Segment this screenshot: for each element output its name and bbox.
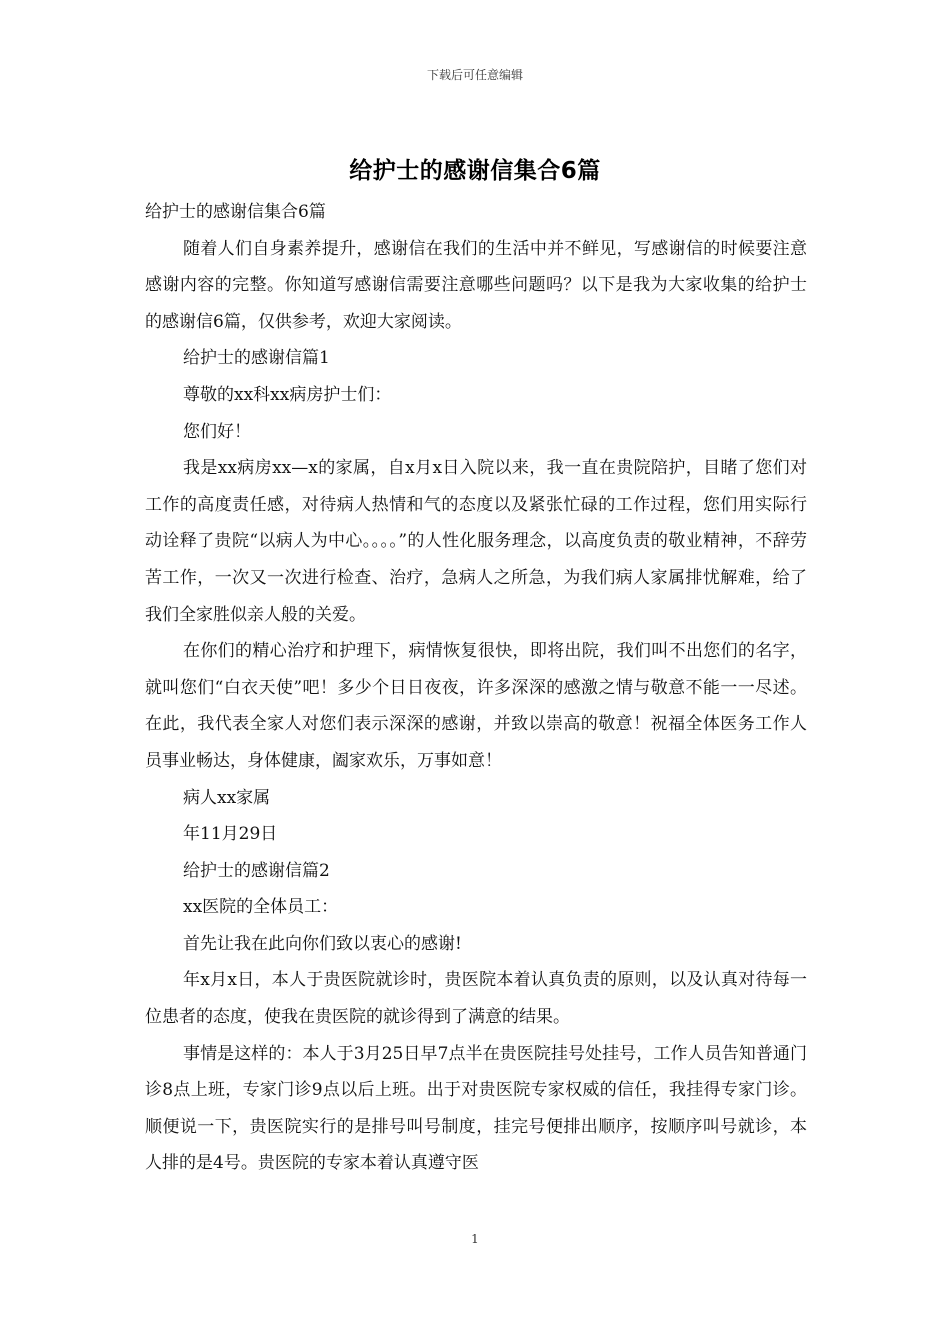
- paragraph: xx医院的全体员工：: [183, 897, 339, 918]
- document-body: [145, 194, 807, 1182]
- paragraph: 随着人们自身素养提升，感谢信在我们的生活中并不鲜见，写感谢信的时候要注意感谢内容的完整。你知道写感谢信需要注意哪些问题吗？以下是我为大家收集的给护士的感谢信6篇，仅供参考，欢迎大家阅读。: [145, 238, 807, 332]
- paragraph: 给护士的感谢信篇2: [183, 860, 330, 881]
- paragraph: 病人xx家属: [183, 787, 271, 808]
- paragraph: 尊敬的xx科xx病房护士们：: [183, 384, 392, 405]
- paragraph: 在你们的精心治疗和护理下，病情恢复很快，即将出院，我们叫不出您们的名字，就叫您们“白衣天使”吧！多少个日日夜夜，许多深深的感激之情与敬意不能一一尽述。在此，我代表全家人对您们表示深深的感谢，并致以崇高的敬意！祝福全体医务工作人员事业畅达，身体健康，阖家欢乐，万事如意！: [145, 641, 807, 771]
- paragraph: 您们好！: [183, 421, 251, 442]
- page-header: 下载后可任意编辑: [426, 68, 523, 82]
- paragraph: 事情是这样的：本人于3月25日早7点半在贵医院挂号处挂号，工作人员告知普通门诊8点上班，专家门诊9点以后上班。出于对贵医院专家权威的信任，我挂得专家门诊。顺便说一下，贵医院实行的是排号叫号制度，挂完号便排出顺序，按顺序叫号就诊，本人排的是4号。贵医院的专家本着认真遵守医: [145, 1043, 807, 1174]
- paragraph: 给护士的感谢信篇1: [183, 348, 330, 369]
- page-number: 1: [471, 1232, 479, 1246]
- document-title: 给护士的感谢信集合6篇: [349, 158, 601, 184]
- paragraph: 年x月x日，本人于贵医院就诊时，贵医院本着认真负责的原则，以及认真对待每一位患者的态度，使我在贵医院的就诊得到了满意的结果。: [145, 970, 807, 1028]
- paragraph: 我是xx病房xx—x的家属，自x月x日入院以来，我一直在贵院陪护，目睹了您们对工作的高度责任感，对待病人热情和气的态度以及紧张忙碌的工作过程，您们用实际行动诠释了贵院“以病人为中心。。。。”的人性化服务理念，以高度负责的敬业精神，不辞劳苦工作，一次又一次进行检查、治疗，急病人之所急，为我们病人家属排忧解难，给了我们全家胜似亲人般的关爱。: [145, 458, 807, 625]
- paragraph: 给护士的感谢信集合6篇: [145, 202, 326, 222]
- paragraph: 年11月29日: [183, 824, 278, 845]
- paragraph: 首先让我在此向你们致以衷心的感谢!: [183, 933, 462, 954]
